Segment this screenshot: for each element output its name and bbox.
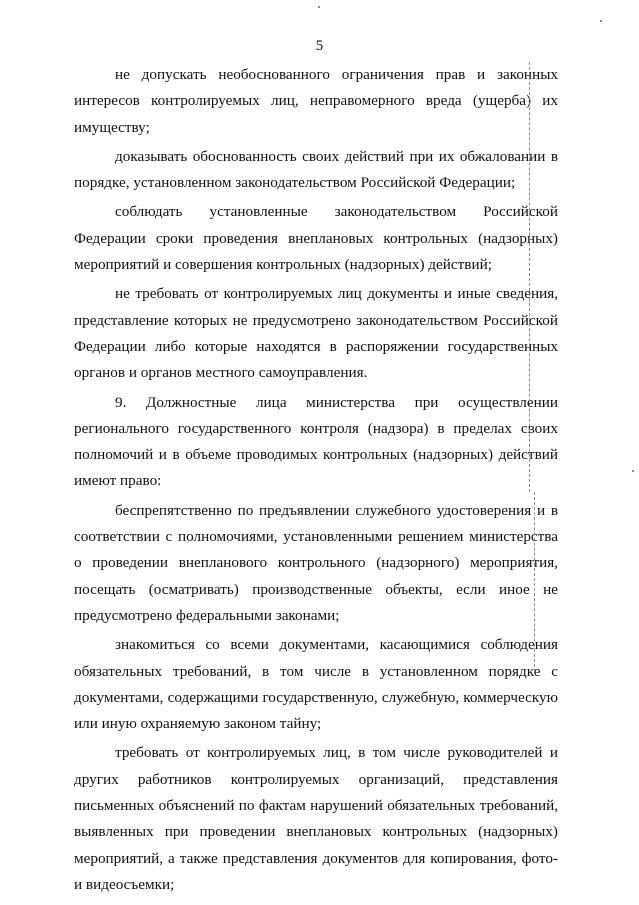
scan-artifact-line bbox=[529, 62, 530, 492]
paragraph-2: доказывать обоснованность своих действий при их обжаловании в порядке, установленном законодательством Российской Федерации; bbox=[74, 147, 558, 192]
scan-artifact-line bbox=[534, 492, 535, 672]
document-body bbox=[74, 62, 558, 901]
paragraph-7: знакомиться со всеми документами, касающимися соблюдения обязательных требований, в том числе в установленном порядке с документами, содержащими государственную, служебную, коммерческую или иную охраняемую законом тайну; bbox=[74, 636, 558, 733]
scan-artifact-speck bbox=[632, 470, 634, 472]
paragraph-8: требовать от контролируемых лиц, в том числе руководителей и других работников контролируемых организаций, представления письменных объяснений по фактам нарушений обязательных требований, выявленных при проведении внеплановых контрольных (надзорных) мероприятий, а также представления документов для копирования, фото- и видеосъемки; bbox=[74, 744, 558, 893]
paragraph-4: не требовать от контролируемых лиц документы и иные сведения, представление которых не предусмотрено законодательством Российской Федерации либо которые находятся в распоряжении государственных органов и органов местного самоуправления. bbox=[74, 285, 558, 382]
scan-artifact-speck bbox=[600, 20, 602, 22]
paragraph-3: соблюдать установленные законодательством Российской Федерации сроки проведения внеплановых контрольных (надзорных) мероприятий и совершения контрольных (надзорных) действий; bbox=[74, 203, 558, 274]
paragraph-6: беспрепятственно по предъявлении служебного удостоверения и в соответствии с полномочиями, установленными решением министерства о проведении внепланового контрольного (надзорного) мероприятия, посещать (осматривать) производственные объекты, если иное не предусмотрено федеральными законами; bbox=[74, 501, 558, 624]
paragraph-1: не допускать необоснованного ограничения прав и законных интересов контролируемых лиц, неправомерного вреда (ущерба) их имуществу; bbox=[74, 66, 558, 136]
page-number: 5 bbox=[315, 38, 324, 54]
scan-artifact-speck bbox=[318, 6, 320, 8]
paragraph-5-section-9: 9. Должностные лица министерства при осуществлении регионального государственного контроля (надзора) в пределах своих полномочий и в объеме проводимых контрольных (надзорных) действий имеют право: bbox=[74, 393, 558, 490]
